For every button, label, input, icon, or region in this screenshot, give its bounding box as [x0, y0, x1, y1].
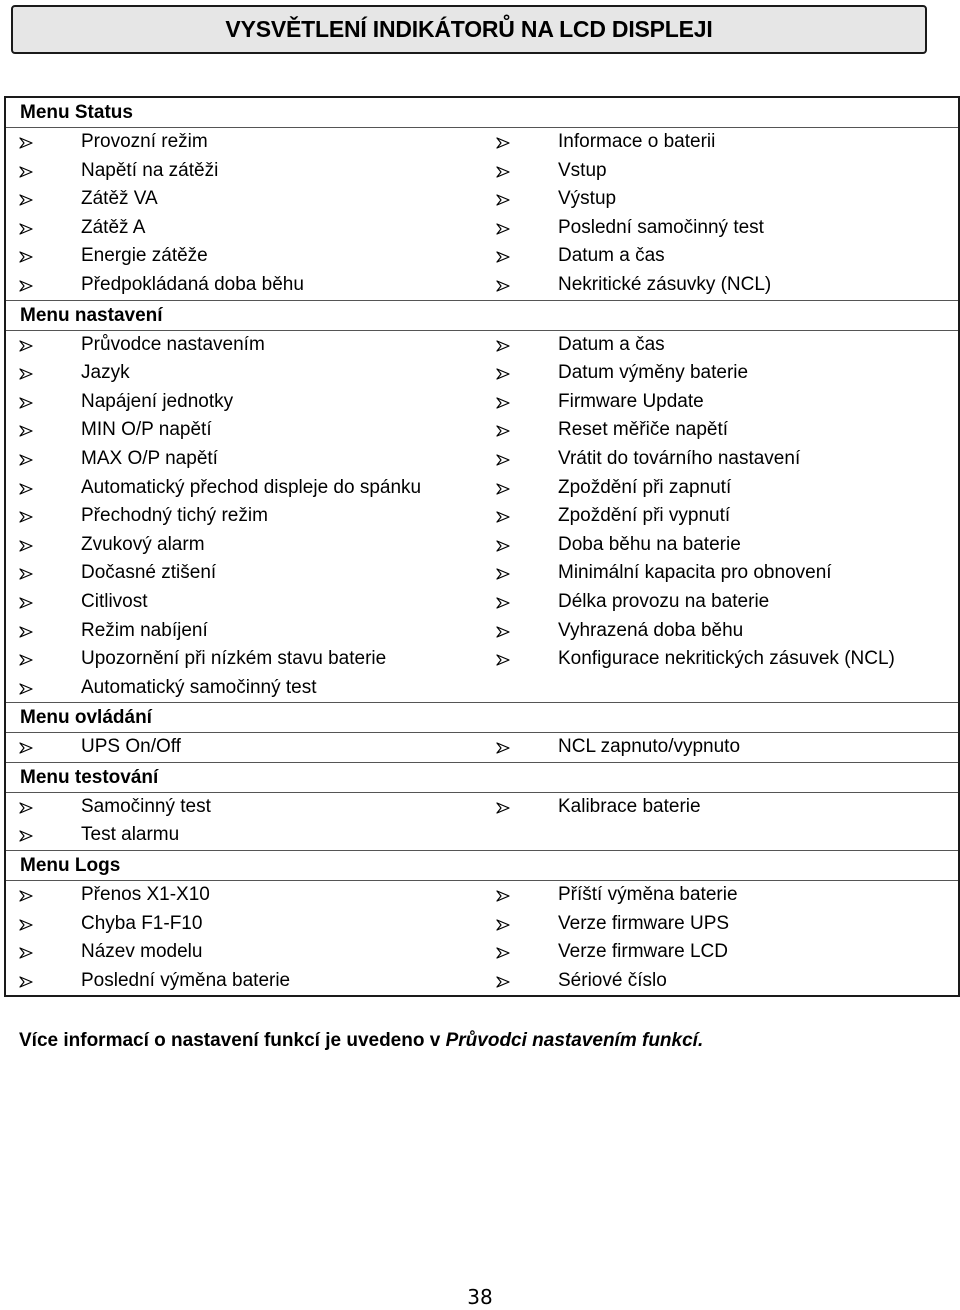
arrow-bullet-icon — [19, 919, 33, 931]
page-title: VYSVĚTLENÍ INDIKÁTORŮ NA LCD DISPLEJI — [11, 5, 927, 54]
list-item-label: Zvukový alarm — [81, 533, 205, 555]
list-item-label: Provozní režim — [81, 131, 208, 152]
list-row — [6, 502, 958, 531]
arrow-bullet-icon — [496, 947, 510, 959]
arrow-bullet-icon — [19, 137, 33, 149]
arrow-bullet-icon — [19, 483, 33, 495]
section-heading: Menu testování — [6, 763, 958, 793]
list-item-label: Příští výměna baterie — [558, 884, 738, 906]
list-item-label: Dočasné ztišení — [81, 562, 217, 584]
arrow-bullet-icon — [496, 976, 510, 988]
section-heading: Menu Status — [6, 98, 958, 128]
footnote-emphasis: Průvodci nastavením funkcí. — [445, 1030, 704, 1051]
list-row — [6, 128, 958, 157]
list-item-label: Datum a čas — [558, 333, 665, 355]
list-row — [6, 271, 958, 300]
arrow-bullet-icon — [19, 280, 33, 292]
list-item-label: Vstup — [558, 159, 607, 181]
section-body — [6, 881, 958, 995]
list-item-label: Režim nabíjení — [81, 619, 208, 641]
list-item-label: Test alarmu — [81, 824, 180, 846]
arrow-bullet-icon — [496, 802, 510, 814]
list-item-label: Průvodce nastavením — [81, 333, 265, 355]
arrow-bullet-icon — [19, 540, 33, 552]
list-row — [6, 214, 958, 243]
list-item-label: Datum výměny baterie — [558, 362, 749, 384]
arrow-bullet-icon — [19, 947, 33, 959]
list-item-label: Energie zátěže — [81, 245, 208, 267]
list-item-label: Firmware Update — [558, 390, 704, 412]
list-row — [6, 588, 958, 617]
list-row — [6, 359, 958, 388]
list-item-label: Vrátit do továrního nastavení — [558, 447, 801, 469]
list-item-label: Chyba F1-F10 — [81, 912, 203, 934]
arrow-bullet-icon — [19, 683, 33, 695]
list-row — [6, 881, 958, 910]
list-item-label: Název modelu — [81, 941, 203, 963]
arrow-bullet-icon — [19, 397, 33, 409]
list-item-label: Automatický přechod displeje do spánku — [81, 476, 422, 498]
list-item-label: Napětí na zátěži — [81, 159, 219, 181]
arrow-bullet-icon — [496, 483, 510, 495]
list-item-label: Přenos X1-X10 — [81, 884, 210, 906]
arrow-bullet-icon — [496, 194, 510, 206]
arrow-bullet-icon — [496, 654, 510, 666]
list-item-label: UPS On/Off — [81, 736, 181, 758]
list-row — [6, 185, 958, 214]
list-item-label: Datum a čas — [558, 245, 665, 267]
footnote — [19, 1030, 703, 1052]
list-item-label: Verze firmware UPS — [558, 912, 730, 934]
arrow-bullet-icon — [19, 830, 33, 842]
arrow-bullet-icon — [496, 742, 510, 754]
list-item-label: Reset měřiče napětí — [558, 419, 729, 441]
arrow-bullet-icon — [19, 890, 33, 902]
list-item-label: Kalibrace baterie — [558, 795, 701, 817]
section-heading: Menu nastavení — [6, 301, 958, 331]
arrow-bullet-icon — [496, 397, 510, 409]
arrow-bullet-icon — [19, 976, 33, 988]
section-heading: Menu Logs — [6, 851, 958, 881]
list-item-label: Informace o baterii — [558, 131, 716, 152]
list-row — [6, 645, 958, 674]
list-row — [6, 474, 958, 503]
section-heading: Menu ovládání — [6, 703, 958, 733]
list-item-label: Poslední samočinný test — [558, 216, 764, 238]
list-item-label: Sériové číslo — [558, 969, 667, 991]
arrow-bullet-icon — [496, 425, 510, 437]
arrow-bullet-icon — [496, 511, 510, 523]
list-item-label: Zátěž A — [81, 216, 146, 238]
list-item-label: Předpokládaná doba běhu — [81, 273, 304, 295]
menu-table — [4, 96, 960, 997]
list-row — [6, 388, 958, 417]
arrow-bullet-icon — [19, 223, 33, 235]
list-item-label: Přechodný tichý režim — [81, 505, 268, 527]
arrow-bullet-icon — [19, 340, 33, 352]
arrow-bullet-icon — [19, 368, 33, 380]
list-item-label: Jazyk — [81, 362, 130, 384]
list-row — [6, 733, 958, 762]
arrow-bullet-icon — [19, 251, 33, 263]
list-item-label: Citlivost — [81, 590, 148, 612]
arrow-bullet-icon — [496, 340, 510, 352]
arrow-bullet-icon — [496, 368, 510, 380]
list-row — [6, 416, 958, 445]
list-row — [6, 793, 958, 822]
arrow-bullet-icon — [496, 919, 510, 931]
arrow-bullet-icon — [19, 802, 33, 814]
list-item-label: Doba běhu na baterie — [558, 533, 741, 555]
list-row — [6, 938, 958, 967]
list-row — [6, 910, 958, 939]
arrow-bullet-icon — [496, 568, 510, 580]
arrow-bullet-icon — [19, 166, 33, 178]
arrow-bullet-icon — [19, 454, 33, 466]
list-row — [6, 157, 958, 186]
arrow-bullet-icon — [496, 454, 510, 466]
section-body — [6, 128, 958, 301]
list-item-label: Výstup — [558, 188, 617, 210]
list-row — [6, 967, 958, 996]
list-item-label: Nekritické zásuvky (NCL) — [558, 273, 772, 295]
list-row — [6, 445, 958, 474]
arrow-bullet-icon — [496, 626, 510, 638]
footnote-text: Více informací o nastavení funkcí je uvedeno v — [19, 1030, 446, 1051]
arrow-bullet-icon — [496, 597, 510, 609]
section-body — [6, 793, 958, 851]
list-row — [6, 821, 958, 850]
arrow-bullet-icon — [19, 568, 33, 580]
arrow-bullet-icon — [496, 223, 510, 235]
arrow-bullet-icon — [19, 626, 33, 638]
list-item-label: MIN O/P napětí — [81, 419, 212, 441]
list-row — [6, 531, 958, 560]
list-row — [6, 674, 958, 703]
section-body — [6, 733, 958, 763]
list-item-label: Délka provozu na baterie — [558, 590, 770, 612]
arrow-bullet-icon — [496, 137, 510, 149]
list-item-label: Automatický samočinný test — [81, 676, 317, 698]
list-item-label: Verze firmware LCD — [558, 941, 728, 963]
list-item-label: Samočinný test — [81, 795, 211, 817]
section-body — [6, 331, 958, 704]
list-item-label: MAX O/P napětí — [81, 447, 218, 469]
arrow-bullet-icon — [496, 166, 510, 178]
list-row — [6, 242, 958, 271]
list-item-label: Zpoždění při zapnutí — [558, 476, 732, 498]
arrow-bullet-icon — [19, 654, 33, 666]
list-row — [6, 617, 958, 646]
list-item-label: Minimální kapacita pro obnovení — [558, 562, 832, 584]
list-row — [6, 331, 958, 360]
arrow-bullet-icon — [19, 511, 33, 523]
arrow-bullet-icon — [19, 425, 33, 437]
arrow-bullet-icon — [496, 280, 510, 292]
arrow-bullet-icon — [19, 597, 33, 609]
list-item-label: NCL zapnuto/vypnuto — [558, 736, 741, 758]
list-item-label: Zpoždění při vypnutí — [558, 505, 731, 527]
arrow-bullet-icon — [19, 194, 33, 206]
list-item-label: Vyhrazená doba běhu — [558, 619, 744, 641]
list-item-label: Upozornění při nízkém stavu baterie — [81, 648, 387, 670]
list-item-label: Napájení jednotky — [81, 390, 234, 412]
list-row — [6, 559, 958, 588]
arrow-bullet-icon — [19, 742, 33, 754]
list-item-label: Zátěž VA — [81, 188, 158, 210]
list-item-label: Poslední výměna baterie — [81, 969, 291, 991]
arrow-bullet-icon — [496, 540, 510, 552]
arrow-bullet-icon — [496, 251, 510, 263]
list-item-label: Konfigurace nekritických zásuvek (NCL) — [558, 648, 895, 670]
arrow-bullet-icon — [496, 890, 510, 902]
page-number: 38 — [467, 1285, 493, 1309]
